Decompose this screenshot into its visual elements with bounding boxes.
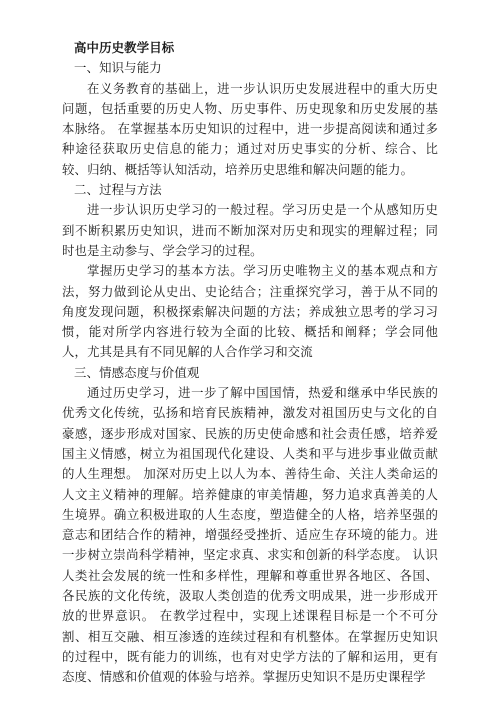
paragraph-knowledge-ability: 在义务教育的基础上，进一步认识历史发展进程中的重大历史问题，包括重要的历史人物、历史事件、历史现象和历史发展的基本脉络。 在掌握基本历史知识的过程中，进一步提高阅读和通过多种途径获取历史信息的能力；通过对历史事实的分析、综合、比较、归纳、概括等认知活动，培养历史思维和解决问题的能力。 xyxy=(62,80,438,177)
section-heading-values: 三、情感态度与价值观 xyxy=(74,364,200,380)
section-heading-knowledge: 一、知识与能力 xyxy=(74,60,162,76)
paragraph-values: 通过历史学习，进一步了解中国国情，热爱和继承中华民族的优秀文化传统，弘扬和培育民族精神，激发对祖国历史与文化的自豪感，逐步形成对国家、民族的历史使命感和社会责任感，培养爱国主义情感，树立为祖国现代化建设、人类和平与进步事业做贡献的人生理想。 加深对历史上以人为本、善待生命、关注人类命运的人文主义精神的理解。培养健康的审美情趣，努力追求真善美的人生境界。确立积极进取的人生态度，塑造健全的人格，培养坚强的意志和团结合作的精神，增强经受挫折、适应生存环境的能力。进一步树立崇尚科学精神，坚定求真、求实和创新的科学态度。 认识人类社会发展的统一性和多样性，理解和尊重世界各地区、各国、各民族的文化传统，汲取人类创造的优秀文明成果，进一步形成开放的世界意识。 在教学过程中，实现上述课程目标是一个不可分割、相互交融、相互渗透的连续过程和有机整体。在掌握历史知识的过程中，既有能力的训练，也有对史学方法的了解和运用，更有态度、情感和价值观的体验与培养。掌握历史知识不是历史课程学 xyxy=(62,385,438,685)
paragraph-learning-methods: 掌握历史学习的基本方法。学习历史唯物主义的基本观点和方法，努力做到论从史出、史论结合；注重探究学习，善于从不同的角度发现问题，积极探索解决问题的方法；养成独立思考的学习习惯，能对所学内容进行较为全面的比较、概括和阐释；学会同他人，尤其是具有不同见解的人合作学习和交流 xyxy=(62,263,438,360)
document-page xyxy=(62,38,438,688)
document-title: 高中历史教学目标 xyxy=(74,40,175,55)
section-heading-process: 二、过程与方法 xyxy=(74,182,162,198)
paragraph-learning-process: 进一步认识历史学习的一般过程。学习历史是一个从感知历史到不断积累历史知识，进而不断加深对历史和现实的理解过程；同时也是主动参与、学会学习的过程。 xyxy=(62,202,438,258)
